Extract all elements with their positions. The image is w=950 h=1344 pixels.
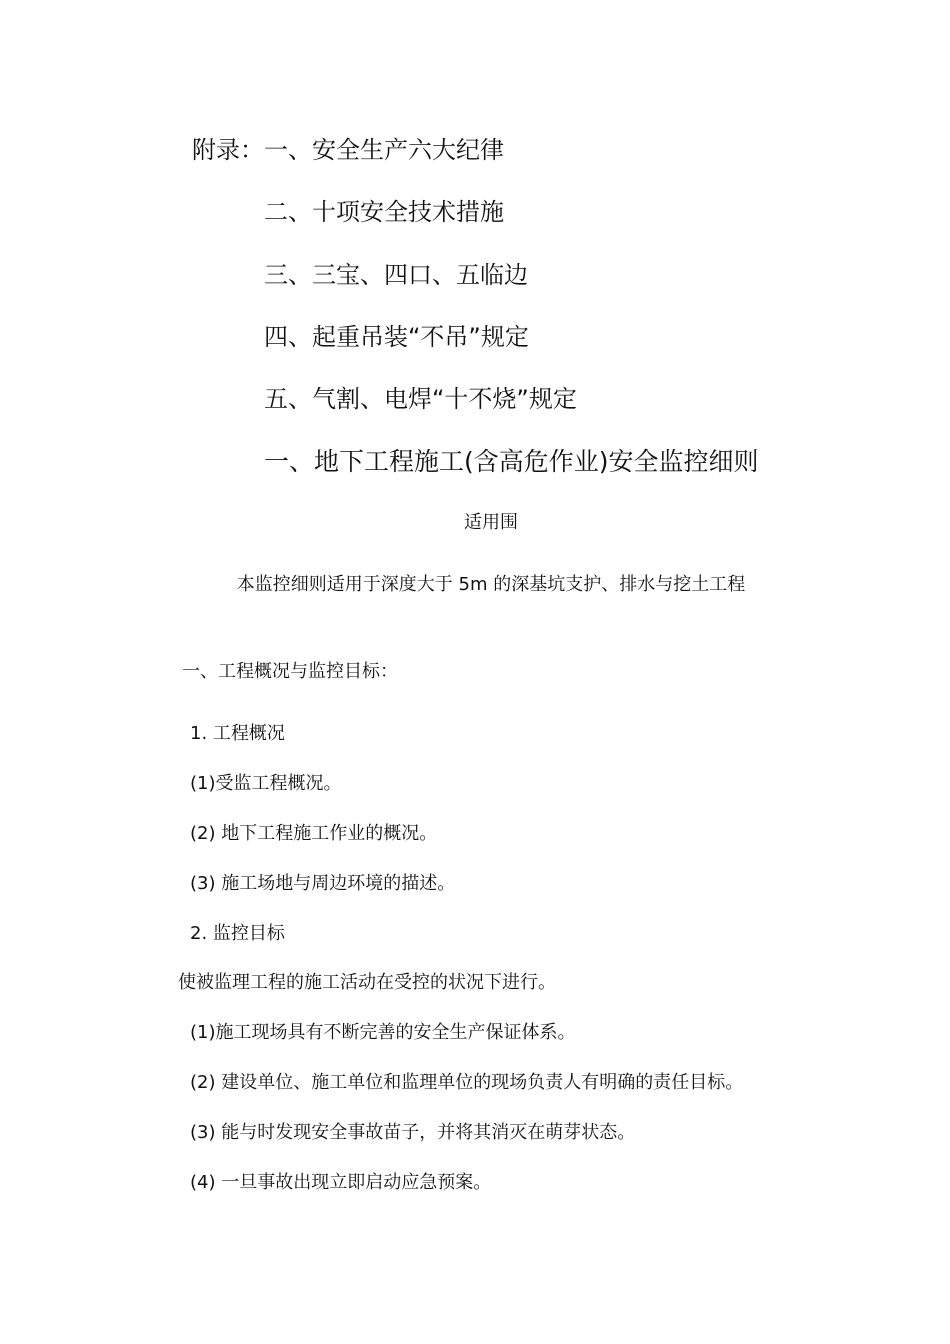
item1-point: (3) 施工场地与周边环境的描述。 [190,873,456,894]
item1-point: (2) 地下工程施工作业的概况。 [190,823,438,844]
item2-point: (3) 能与时发现安全事故苗子，并将其消灭在萌芽状态。 [190,1122,636,1143]
item1-point: (1)受监工程概况。 [190,773,342,794]
appendix-item: 二、十项安全技术措施 [264,198,504,226]
scope-heading: 适用围 [464,512,518,533]
section-title: 一、地下工程施工(含高危作业)安全监控细则 [264,447,759,476]
appendix-lead: 附录：一、安全生产六大纪律 [192,136,504,164]
item1-heading: 1. 工程概况 [190,723,285,744]
item2-point: (4) 一旦事故出现立即启动应急预案。 [190,1172,492,1193]
item2-intro: 使被监理工程的施工活动在受控的状况下进行。 [178,972,556,993]
item2-heading: 2. 监控目标 [190,923,285,944]
overview-heading: 一、工程概况与监控目标： [182,661,398,682]
scope-text: 本监控细则适用于深度大于 5m 的深基坑支护、排水与挖土工程 [236,574,746,595]
item2-point: (1)施工现场具有不断完善的安全生产保证体系。 [190,1022,576,1043]
item2-point: (2) 建设单位、施工单位和监理单位的现场负责人有明确的责任目标。 [190,1072,744,1093]
appendix-item: 四、起重吊装“不吊”规定 [264,323,529,351]
appendix-item: 三、三宝、四口、五临边 [264,261,528,289]
appendix-item: 五、气割、电焊“十不烧”规定 [264,385,577,413]
